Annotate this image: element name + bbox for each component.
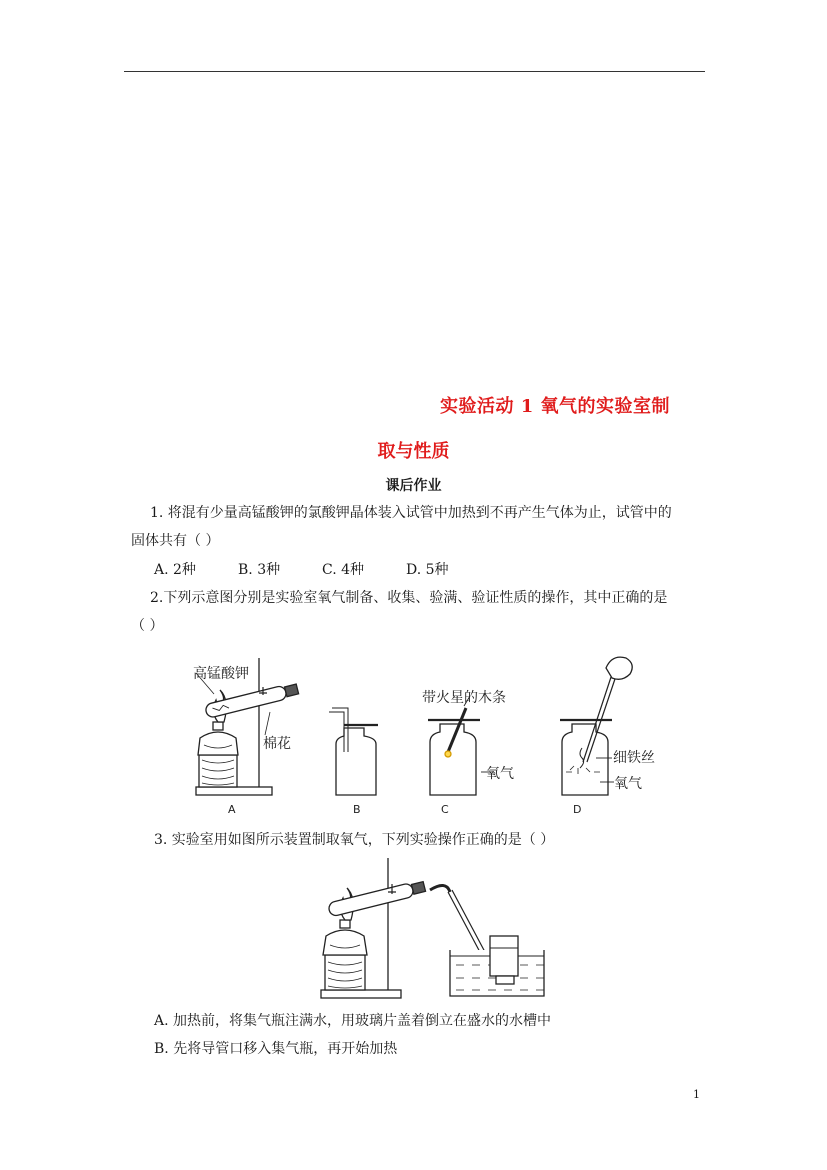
figure-letter-d: D <box>573 803 582 816</box>
q3-line-1: 3. 实验室用如图所示装置制取氧气，下列实验操作正确的是（ ） <box>154 832 555 848</box>
gas-bottle-c <box>430 724 476 795</box>
label-kmno4: 高锰酸钾 <box>193 666 249 682</box>
figure-letter-b: B <box>353 803 361 816</box>
section-subtitle: 课后作业 <box>385 478 442 494</box>
q3-option-b: B. 先将导管口移入集气瓶，再开始加热 <box>154 1041 398 1057</box>
test-tube-q3 <box>328 883 415 917</box>
wood-block-q3 <box>325 955 365 990</box>
gas-bottle-b <box>336 728 376 795</box>
q1-line-1: 1. 将混有少量高锰酸钾的氯酸钾晶体装入试管中加热到不再产生气体为止，试管中的 <box>150 505 672 521</box>
title-line-1: 实验活动 1 氧气的实验室制 <box>440 396 671 417</box>
gas-bottle-d <box>562 724 608 795</box>
bottle-shelf-q3 <box>496 976 514 984</box>
q1-option-c: C. 4种 <box>322 562 365 578</box>
page-number: 1 <box>693 1088 700 1101</box>
q3-figure <box>0 855 827 1005</box>
q3-option-a: A. 加热前，将集气瓶注满水，用玻璃片盖着倒立在盛水的水槽中 <box>154 1013 552 1029</box>
title-line-2: 取与性质 <box>377 441 450 462</box>
figure-letter-c: C <box>441 803 449 816</box>
figure-letter-a: A <box>228 803 236 816</box>
hand-d <box>606 657 632 679</box>
label-oxygen-c: 氧气 <box>486 766 514 782</box>
label-wire: 细铁丝 <box>613 750 655 766</box>
alcohol-lamp-q3 <box>323 930 367 955</box>
alcohol-lamp-a <box>198 732 238 755</box>
q1-option-b: B. 3种 <box>238 562 281 578</box>
stand-base-q3 <box>321 990 401 998</box>
q1-option-a: A. 2种 <box>154 562 196 578</box>
q2-figure <box>0 648 827 818</box>
test-tube-a <box>204 685 287 718</box>
q2-line-2: （ ） <box>131 618 164 634</box>
stand-base-a <box>196 787 272 795</box>
label-oxygen-d: 氧气 <box>614 776 642 792</box>
q1-line-2: 固体共有（ ） <box>131 533 220 549</box>
inverted-bottle-q3 <box>490 936 518 976</box>
rubber-tube-q3 <box>430 885 450 892</box>
label-splint: 带火星的木条 <box>422 690 506 706</box>
q2-line-1: 2.下列示意图分别是实验室氧气制备、收集、验满、验证性质的操作，其中正确的是 <box>150 590 668 606</box>
label-cotton: 棉花 <box>263 736 291 752</box>
header-rule <box>124 71 705 72</box>
q1-option-d: D. 5种 <box>406 562 449 578</box>
